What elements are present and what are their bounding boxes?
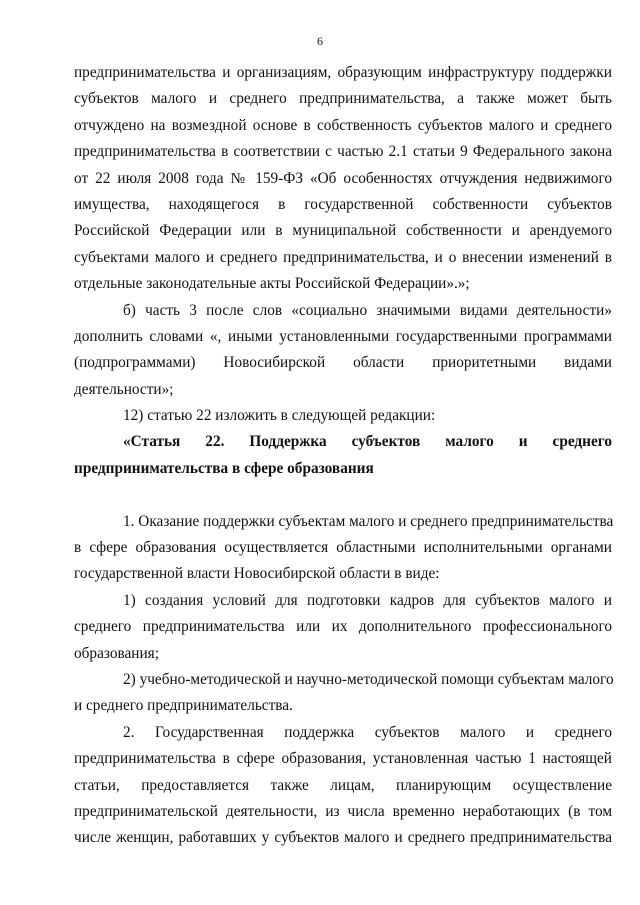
text-line: образования;	[74, 644, 159, 662]
heading-line: «Статья 22. Поддержка субъектов малого и среднего	[123, 433, 612, 451]
paragraph-clause-1	[74, 509, 612, 588]
text-line: статьи, предоставляется также лицам, планирующим осуществление	[74, 776, 612, 794]
text-line: б) часть 3 после слов «социально значимыми видами деятельности»	[123, 301, 612, 319]
text-line: 12) статью 22 изложить в следующей редакции:	[123, 407, 436, 425]
text-line: числе женщин, работавших у субъектов малого и среднего предпринимательства	[74, 829, 612, 847]
paragraph-continuation	[74, 60, 612, 298]
page-number: 6	[317, 34, 323, 48]
paragraph-clause-2	[74, 720, 612, 852]
text-line: отчуждено на возмездной основе в собственность субъектов малого и среднего	[74, 116, 612, 134]
text-line: государственной власти Новосибирской области в виде:	[74, 565, 440, 583]
text-line: 1. Оказание поддержки субъектам малого и среднего предпринимательства	[123, 512, 614, 530]
paragraph-item-12	[74, 403, 612, 429]
blank-line	[74, 482, 612, 508]
text-line: имущества, находящегося в государственной собственности субъектов	[74, 195, 612, 213]
text-line: 1) создания условий для подготовки кадров для субъектов малого и	[123, 591, 612, 609]
text-line: отдельные законодательные акты Российской Федерации».»;	[74, 275, 470, 293]
text-line: субъектами малого и среднего предпринимательства, и о внесении изменений в	[74, 248, 612, 266]
text-line: (подпрограммами) Новосибирской области приоритетными видами	[74, 354, 612, 372]
text-line: субъектов малого и среднего предпринимательства, а также может быть	[74, 90, 612, 108]
article-heading	[74, 429, 612, 482]
text-line: 2) учебно-методической и научно-методической помощи субъектам малого	[123, 670, 614, 688]
text-line: Российской Федерации или в муниципальной собственности и арендуемого	[74, 222, 612, 240]
text-line: предпринимательства в соответствии с частью 2.1 статьи 9 Федерального закона	[74, 143, 612, 161]
heading-line: предпринимательства в сфере образования	[74, 459, 374, 477]
text-line: 2. Государственная поддержка субъектов малого и среднего	[123, 723, 612, 741]
text-line: от 22 июля 2008 года № 159-ФЗ «Об особенностях отчуждения недвижимого	[74, 169, 612, 187]
paragraph-amendment-b	[74, 298, 612, 404]
paragraph-subclause-1	[74, 588, 612, 667]
text-line: предпринимательства и организациям, образующим инфраструктуру поддержки	[74, 64, 612, 81]
text-line: и среднего предпринимательства.	[74, 697, 293, 715]
text-line: среднего предпринимательства или их дополнительного профессионального	[74, 618, 612, 636]
text-line: предпринимательства в сфере образования, установленная частью 1 настоящей	[74, 750, 612, 768]
document-body	[74, 60, 612, 852]
text-line: дополнить словами «, иными установленными государственными программами	[74, 327, 612, 345]
text-line: деятельности»;	[74, 380, 174, 398]
text-line: в сфере образования осуществляется областными исполнительными органами	[74, 539, 612, 557]
text-line: предпринимательской деятельности, из числа временно неработающих (в том	[74, 802, 612, 820]
paragraph-subclause-2	[74, 667, 612, 720]
